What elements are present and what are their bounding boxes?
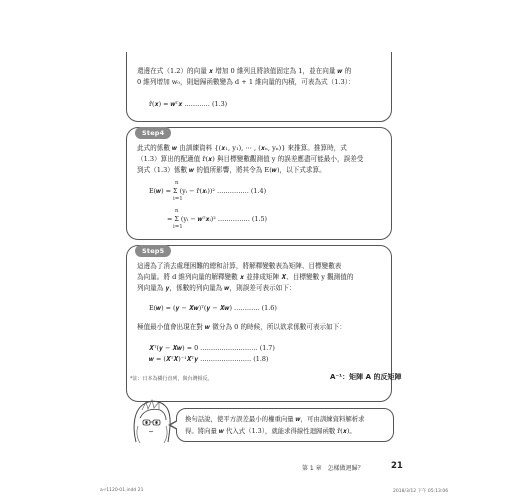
sum-lower-limit: i=1 [173,196,183,202]
sum-upper-limit: n [175,180,179,186]
equation-1-4: E(𝒘) = Σ (yᵢ − r̂(𝒙ᵢ))² …………… (1.4) [149,187,267,195]
footnote: *註：日本為橫行直列，與台灣相反。 [130,376,213,382]
step5-text-4: 極值最小值會出現在對 𝒘 微分為 0 的時候，所以欲求係數可表示如下： [137,323,346,331]
equation-1-7: 𝑿ᵀ(𝒚 − 𝑿𝒘) = 0 ……………………… (1.7) [149,344,275,352]
speech-text [185,413,385,437]
speech-line-1: 換句話說，使平方誤差最小的權重向量 𝒘，可由訓練資料解析求 [185,415,365,423]
step4-tag: Step4 [135,127,171,139]
equation-1-3: r̂(𝒙) = 𝒘ᵀ𝒙 ………… (1.3) [149,100,228,108]
intro-line-2: 0 維列增加 w₀，則迴歸函數變為 d + 1 維向量的內積，可表為式（1.3）： [137,78,355,86]
step5-text-3: 列向量為 𝒚，係數的列向量為 𝒘，則誤差可表示如下： [137,284,296,292]
step4-box [126,127,392,240]
sum-lower-limit-2: i=1 [173,224,183,230]
chapter-footer: 第 1 章 怎樣做迴歸？ [302,465,364,472]
print-info-file: a-r1120-01.indd 21 [100,488,144,493]
intro-box [126,52,392,122]
intro-line-1: 還邊在式（1.2）的向量 𝒙 增加 0 維列且將該值固定為 1，並在向量 𝒘 的 [137,67,352,75]
speech-tail-fill [171,421,178,429]
speech-line-2: 得。將向量 𝒘 代入式（1.3），就能求得線性迴歸函數 r̂(𝒙)。 [185,427,356,435]
equation-1-6: E(𝒘) = (𝒚 − 𝑿𝒘)ᵀ(𝒚 − 𝑿𝒘) ………… (1.6) [149,304,277,312]
step4-text-1: 此式的係數 𝒘 由訓練資料 {(𝒙₁, y₁), ⋯ , (𝒙ₙ, yₙ)} 來推算。推算時，式 [137,144,347,152]
page-number: 21 [391,461,403,471]
equation-1-5: = Σ (yᵢ − 𝒘ᵀ𝒙ᵢ)² …………… (1.5) [167,215,268,223]
equation-1-8: 𝒘 = (𝑿ᵀ𝑿)⁻¹𝑿ᵀ𝒚 …………………… (1.8) [149,355,269,363]
step4-text-2: （1.3）算出的配適值 r̂(𝒙) 與目標變數觀測值 y 的誤差應盡可能最小，誤差受 [137,155,364,163]
speech-bubble [176,408,394,442]
step5-text-1: 這邊為了消去處理困難的總和計算，將解釋變數表為矩陣、目標變數表 [137,262,342,270]
inverse-matrix-note: A⁻¹：矩陣 A 的反矩陣 [330,373,402,381]
step4-text-3: 到式（1.3）係數 𝒘 的值所影響，將其令為 E(𝒘)，以下式求算。 [137,166,326,174]
step5-text-2: 為向量。將 d 維列向量的解釋變數 𝒙 並排成矩陣 𝑿、目標變數 y 觀測值的 [137,273,354,281]
print-info-date: 2018/3/12 下午 05:13:06 [393,489,449,494]
sum-upper-limit-2: n [175,208,179,214]
step5-tag: Step5 [135,245,171,257]
